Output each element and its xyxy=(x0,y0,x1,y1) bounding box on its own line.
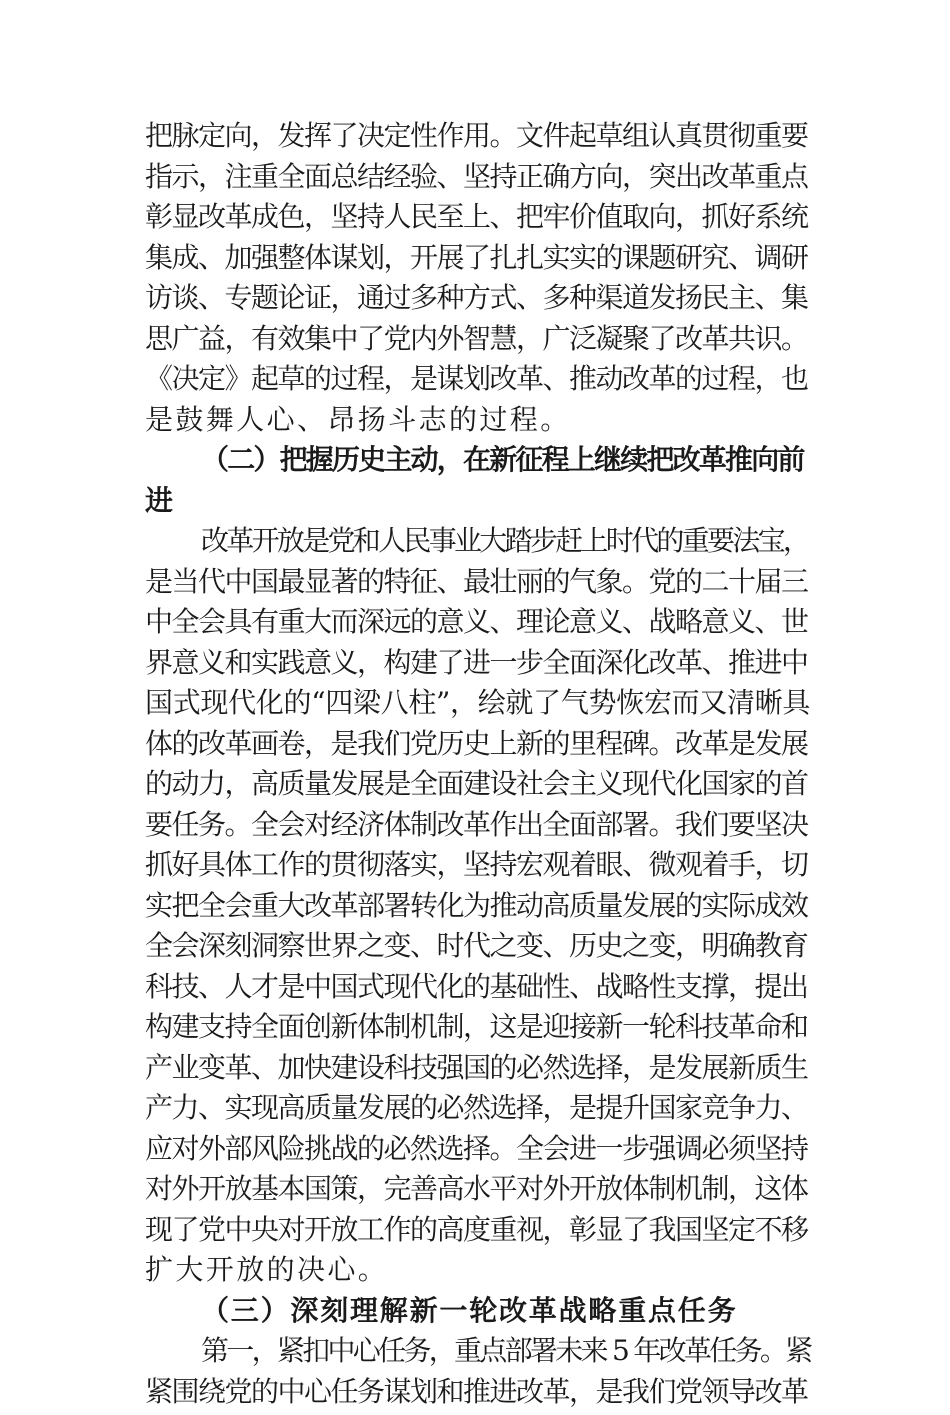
body-text-line: 思广益，有效集中了党内外智慧，广泛凝聚了改革共识。 xyxy=(145,321,808,355)
body-text-line: 抓好具体工作的贯彻落实，坚持宏观着眼、微观着手，切 xyxy=(145,848,808,881)
section-heading-line: （三）深刻理解新一轮改革战略重点任务 xyxy=(201,1293,738,1327)
body-text-line: 全会深刻洞察世界之变、时代之变、历史之变，明确教育 xyxy=(145,929,808,962)
body-text-line: 改革开放是党和人民事业大踏步赶上时代的重要法宝， xyxy=(201,524,809,557)
body-text-line: 要任务。全会对经济体制改革作出全面部署。我们要坚决 xyxy=(145,807,808,841)
body-text-line: 对外开放基本国策，完善高水平对外开放体制机制，这体 xyxy=(145,1172,808,1205)
body-text-line: 应对外部风险挑战的必然选择。全会进一步强调必须坚持 xyxy=(145,1131,808,1165)
body-text-line: 产业变革、加快建设科技强国的必然选择，是发展新质生 xyxy=(145,1050,808,1084)
body-text-line: 构建支持全面创新体制机制，这是迎接新一轮科技革命和 xyxy=(145,1010,808,1043)
body-text-line: 产力、实现高质量发展的必然选择，是提升国家竞争力、 xyxy=(145,1091,808,1124)
body-text-line: 紧围绕党的中心任务谋划和推进改革，是我们党领导改革 xyxy=(145,1374,808,1408)
body-text-line: 中全会具有重大而深远的意义、理论意义、战略意义、世 xyxy=(145,605,808,638)
body-text-line: 国式现代化的“四梁八柱”，绘就了气势恢宏而又清晰具 xyxy=(145,686,811,719)
body-text-line: 集成、加强整体谋划，开展了扎扎实实的课题研究、调研 xyxy=(145,240,808,274)
body-text-line: 把脉定向，发挥了决定性作用。文件起草组认真贯彻重要 xyxy=(145,119,808,152)
body-text-line: 现了党中央对开放工作的高度重视，彰显了我国坚定不移 xyxy=(145,1212,808,1246)
body-text-line: 《决定》起草的过程，是谋划改革、推动改革的过程，也 xyxy=(145,362,808,395)
body-text-line: 的动力，高质量发展是全面建设社会主义现代化国家的首 xyxy=(145,767,808,800)
body-text-line: 指示，注重全面总结经验、坚持正确方向，突出改革重点 xyxy=(145,159,808,193)
body-text-line: 是当代中国最显著的特征、最壮丽的气象。党的二十届三 xyxy=(145,564,808,598)
body-text-line: 彰显改革成色，坚持人民至上、把牢价值取向，抓好系统 xyxy=(145,200,808,233)
body-text-line: 体的改革画卷，是我们党历史上新的里程碑。改革是发展 xyxy=(145,726,808,760)
section-heading-line: 进 xyxy=(145,483,175,517)
body-text-line: 界意义和实践意义，构建了进一步全面深化改革、推进中 xyxy=(145,645,808,679)
body-text-line: 是鼓舞人心、昂扬斗志的过程。 xyxy=(145,402,571,436)
body-text-line: 扩大开放的决心。 xyxy=(145,1253,389,1286)
body-text-line: 第一，紧扣中心任务，重点部署未来 5 年改革任务。紧 xyxy=(201,1334,811,1367)
body-text-line: 科技、人才是中国式现代化的基础性、战略性支撑，提出 xyxy=(145,969,808,1003)
body-text-line: 实把全会重大改革部署转化为推动高质量发展的实际成效 xyxy=(145,888,808,922)
body-text-line: 访谈、专题论证，通过多种方式、多种渠道发扬民主、集 xyxy=(145,281,808,314)
section-heading-line: （二）把握历史主动，在新征程上继续把改革推向前 xyxy=(201,443,804,476)
